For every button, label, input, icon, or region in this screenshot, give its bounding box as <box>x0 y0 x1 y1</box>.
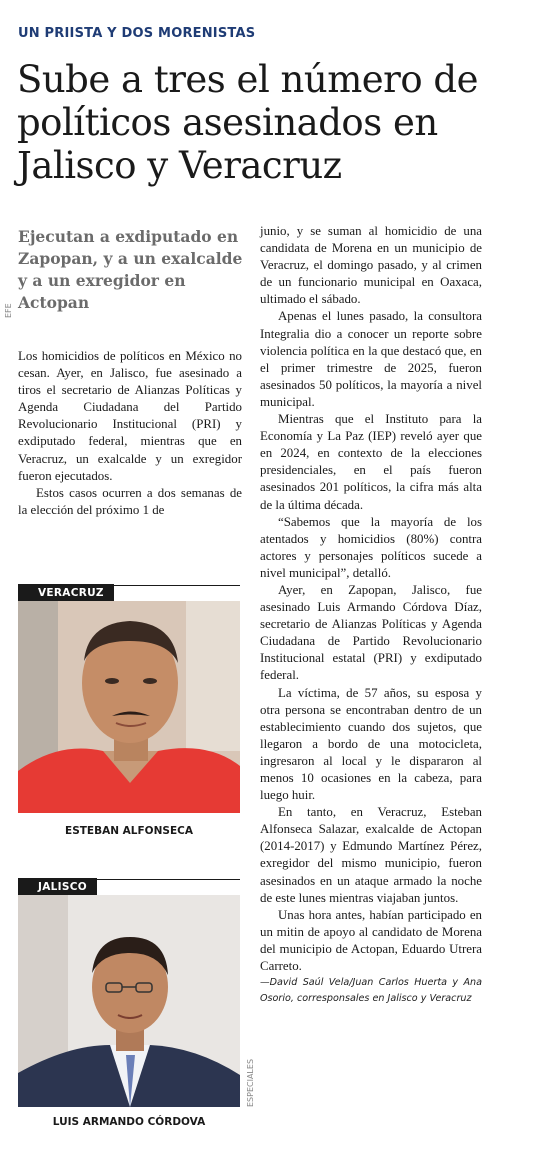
article-column-2 <box>260 223 482 1007</box>
photo-esteban-alfonseca <box>18 601 240 813</box>
photo-tag-jalisco: JALISCO <box>18 878 97 896</box>
paragraph: “Sabemos que la mayoría de los atentados y homicidios (80%) contra actores y personajes políticos sucede a nivel municipal”, detalló. <box>260 514 482 580</box>
paragraph: En tanto, en Veracruz, Esteban Alfonseca Salazar, exalcalde de Actopan (2014-2017) y Edmundo Martínez Pérez, exregidor del mismo municipio, fueron asesinados en un ataque armado la noche de este lunes mientras viajaban juntos. <box>260 805 482 905</box>
photo-credit: ESPECIALES <box>246 1058 255 1107</box>
article-column-1 <box>18 348 242 519</box>
byline: —David Saúl Vela/Juan Carlos Huerta y Ana Osorio, corresponsales en Jalisco y Veracruz <box>260 977 482 1005</box>
paragraph: junio, y se suman al homicidio de una candidata de Morena en un municipio de Veracruz, el domingo pasado, y al crimen de un funcionario municipal en Oaxaca, ultimado el sábado. <box>260 224 482 307</box>
subhead: Ejecutan a exdiputado en Zapopan, y a un exalcalde y a un exregidor en Actopan <box>18 227 243 312</box>
subhead-credit: EFE <box>4 303 13 318</box>
photo-caption: ESTEBAN ALFONSECA <box>65 825 193 837</box>
photo-tag-veracruz: VERACRUZ <box>18 584 114 602</box>
paragraph: Mientras que el Instituto para la Economía y La Paz (IEP) reveló ayer que en 2024, en contexto de la elecciones presidenciales, en el país fueron asesinados 201 políticos, la cifra más alta de la última década. <box>260 412 482 512</box>
paragraph: Los homicidios de políticos en México no cesan. Ayer, en Jalisco, fue asesinado a tiros el secretario de Alianzas Políticas y Agenda Ciudadana del Partido Revolucionario Institucional (PRI) y exdiputado federal, mientras que en Veracruz, un exalcalde y un exregidor fueron ejecutados. <box>18 349 242 483</box>
paragraph: Estos casos ocurren a dos semanas de la elección del próximo 1 de <box>18 485 242 517</box>
kicker: UN PRIISTA Y DOS MORENISTAS <box>18 26 256 41</box>
paragraph: Ayer, en Zapopan, Jalisco, fue asesinado Luis Armando Córdova Díaz, secretario de Alianzas Políticas y Agenda Ciudadana de Partido Revolucionario Institucional estatal (PRI) y exdiputado federal. <box>260 582 482 683</box>
headline: Sube a tres el número de políticos asesinados en Jalisco y Veracruz <box>17 58 478 187</box>
paragraph: Apenas el lunes pasado, la consultora Integralia dio a conocer un reporte sobre violencia política en la que destacó que, en el primer trimestre de 2025, fueron asesinados 50 políticos, la mayoría a nivel municipal. <box>260 309 482 409</box>
paragraph: La víctima, de 57 años, su esposa y otra persona se encontraban dentro de un establecimiento cuando dos sujetos, que llegaron a bordo de una motocicleta, ingresaron al local y le dispararon al menos 10 ocasiones en la cabeza, para luego huir. <box>260 685 482 803</box>
photo-caption: LUIS ARMANDO CÓRDOVA <box>52 1116 206 1128</box>
photo-luis-armando-cordova <box>18 895 240 1107</box>
paragraph: Unas hora antes, habían participado en un mitin de apoyo al candidato de Morena del municipio de Actopan, Eduardo Utrera Carreto. <box>260 907 482 974</box>
